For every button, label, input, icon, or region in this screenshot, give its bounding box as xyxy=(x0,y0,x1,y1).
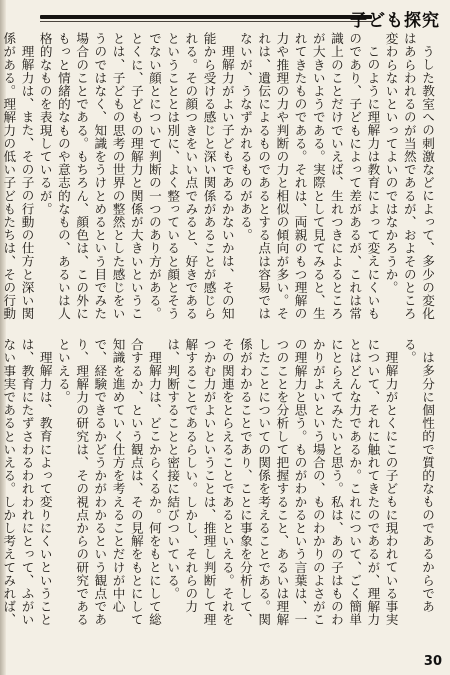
paragraph: 理解力は、教育によって変りにくいということは、教育にたずさわるわれわれにとって、ふがいない事実であるといえる。しかし考えてみれば、 xyxy=(1,338,53,627)
paragraph: 理解力がとくにこの子どもに現われている事実について、それに触れてきたのであるが、理解力とはどんな力であるか。これについて、ごく簡単にとらえてみたいと思う。私は、あの子はものわかりがよいという場合の、ものわかりのよさがこの理解力と思う。ものがわかるという言葉は、一つのことを分析して把握すること、あるいは理解したことについての関係を考えることである。関係がわかることであり、ことに事象を分析して、その関連をとらえることであるといえる。それをつかむ力がよいということは、推理し判断して理解することであるらしい。しかし、それらの力は、判断することと密接に結びついている。 xyxy=(165,338,399,627)
paragraph: このように理解力は教育によって変えにくいものであり、子どもによって差があるが、これは常識上のことだけでいえば、生れつきによるところが大きいようである。実際として見てみると、生れてきたものである。それは、両親のもつ理解の力や推理の力や判断の力と相似の傾向が多い。それは、遺伝によるものであるとする点は容易ではないが、うなずかれるものがある。 xyxy=(237,32,381,321)
section-title: 子ども探究 xyxy=(350,11,440,31)
paragraph: うした教室への刺激などによって、多少の変化はあらわれるのが当然であるが、およそのところ変わらないといってよいのではなかろうか。 xyxy=(383,32,435,321)
paragraph: 理解力は、どこからくるか。何をもとにして総合するか、という観点は、その見解をもとにして知識を進めていく仕方を考えることだけが中心で、経験できるかどうかがわかるという観点であり、理解力の研究は、その視点からの研究であるといえる。 xyxy=(55,338,162,627)
paragraph: は多分に個性的で質的なものであるからである。 xyxy=(401,338,435,613)
text-column-top xyxy=(1,32,436,332)
paragraph: 理解力は、また、その子の行動の仕方と深い関係がある。理解力の低い子どもたちは、その行動 xyxy=(1,32,35,321)
text-column-bottom xyxy=(1,338,436,638)
header-rule xyxy=(40,15,372,19)
paragraph: 理解力がよい子どもであるかないかは、その知能から受ける感じと深い関係があることが感じられる。その顔つきをいい点でみると、好きであるということとは別に、よく整っていると顔とそうでない顔とについて判断の一つのあり方がある。とくに、子どもの理解力と関係が大きいということは、子どもの思考の世界の整然とした感じをいうのではなく、知識をうけとめるという目でみた場合のことである。もちろん、顔色は、この外にもっと情緒的なものや意志的なもの、あるいは人格的なものを表現しているが。 xyxy=(37,32,235,321)
header-rule-thin xyxy=(40,21,372,22)
page-number: 30 xyxy=(423,654,442,669)
